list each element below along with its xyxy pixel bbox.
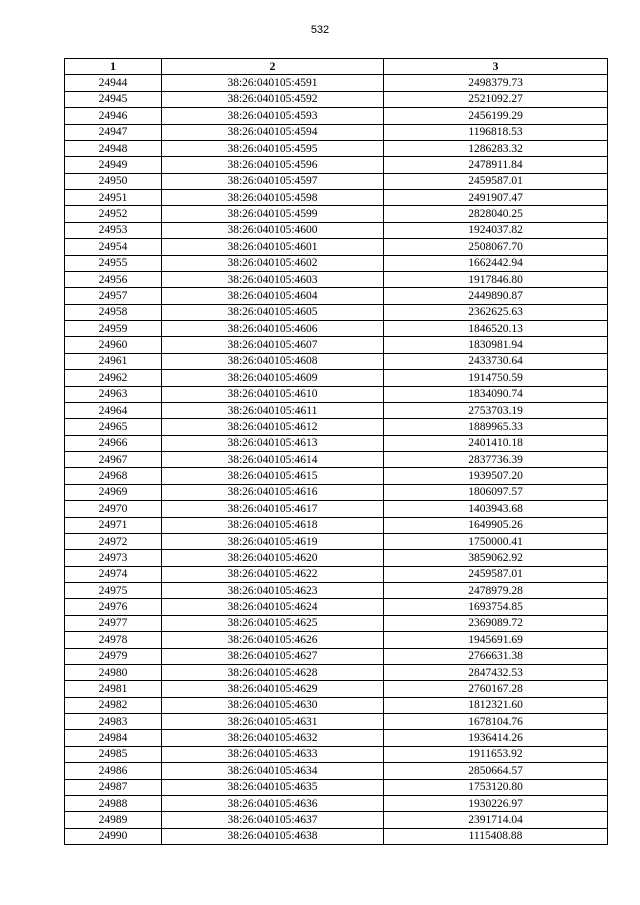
registry-table <box>64 58 608 845</box>
cadastral-number-cell: 38:26:040105:4605 <box>162 304 384 320</box>
value-cell: 2478979.28 <box>384 583 608 599</box>
table-row <box>65 206 608 222</box>
value-cell: 1936414.26 <box>384 730 608 746</box>
row-number-cell: 24972 <box>65 533 162 549</box>
cadastral-number-cell: 38:26:040105:4617 <box>162 501 384 517</box>
cadastral-number-cell: 38:26:040105:4614 <box>162 452 384 468</box>
value-cell: 2456199.29 <box>384 108 608 124</box>
value-cell: 2760167.28 <box>384 681 608 697</box>
table-row <box>65 615 608 631</box>
cadastral-number-cell: 38:26:040105:4599 <box>162 206 384 222</box>
table-row <box>65 795 608 811</box>
table-row <box>65 730 608 746</box>
row-number-cell: 24985 <box>65 746 162 762</box>
value-cell: 1924037.82 <box>384 222 608 238</box>
cadastral-number-cell: 38:26:040105:4628 <box>162 664 384 680</box>
table-row <box>65 271 608 287</box>
cadastral-number-cell: 38:26:040105:4610 <box>162 386 384 402</box>
value-cell: 1889965.33 <box>384 419 608 435</box>
row-number-cell: 24955 <box>65 255 162 271</box>
value-cell: 1286283.32 <box>384 140 608 156</box>
cadastral-number-cell: 38:26:040105:4600 <box>162 222 384 238</box>
table-header-row <box>65 59 608 75</box>
cadastral-number-cell: 38:26:040105:4609 <box>162 370 384 386</box>
table-row <box>65 714 608 730</box>
value-cell: 1678104.76 <box>384 714 608 730</box>
table-row <box>65 402 608 418</box>
row-number-cell: 24974 <box>65 566 162 582</box>
table-row <box>65 779 608 795</box>
table-row <box>65 190 608 206</box>
cadastral-number-cell: 38:26:040105:4591 <box>162 75 384 91</box>
row-number-cell: 24951 <box>65 190 162 206</box>
table-row <box>65 648 608 664</box>
table-row <box>65 108 608 124</box>
table-row <box>65 419 608 435</box>
value-cell: 2459587.01 <box>384 173 608 189</box>
value-cell: 1753120.80 <box>384 779 608 795</box>
cadastral-number-cell: 38:26:040105:4636 <box>162 795 384 811</box>
value-cell: 1812321.60 <box>384 697 608 713</box>
row-number-cell: 24966 <box>65 435 162 451</box>
row-number-cell: 24988 <box>65 795 162 811</box>
cadastral-number-cell: 38:26:040105:4598 <box>162 190 384 206</box>
row-number-cell: 24944 <box>65 75 162 91</box>
cadastral-number-cell: 38:26:040105:4594 <box>162 124 384 140</box>
value-cell: 2401410.18 <box>384 435 608 451</box>
row-number-cell: 24975 <box>65 583 162 599</box>
cadastral-number-cell: 38:26:040105:4634 <box>162 763 384 779</box>
cadastral-number-cell: 38:26:040105:4626 <box>162 632 384 648</box>
cadastral-number-cell: 38:26:040105:4611 <box>162 402 384 418</box>
table-row <box>65 91 608 107</box>
row-number-cell: 24960 <box>65 337 162 353</box>
row-number-cell: 24977 <box>65 615 162 631</box>
table-row <box>65 599 608 615</box>
cadastral-number-cell: 38:26:040105:4620 <box>162 550 384 566</box>
row-number-cell: 24969 <box>65 484 162 500</box>
value-cell: 1846520.13 <box>384 321 608 337</box>
table-row <box>65 157 608 173</box>
cadastral-number-cell: 38:26:040105:4606 <box>162 321 384 337</box>
cadastral-number-cell: 38:26:040105:4625 <box>162 615 384 631</box>
row-number-cell: 24980 <box>65 664 162 680</box>
table-row <box>65 75 608 91</box>
cadastral-number-cell: 38:26:040105:4612 <box>162 419 384 435</box>
table-row <box>65 664 608 680</box>
table-row <box>65 435 608 451</box>
value-cell: 1830981.94 <box>384 337 608 353</box>
row-number-cell: 24984 <box>65 730 162 746</box>
table-row <box>65 386 608 402</box>
value-cell: 2459587.01 <box>384 566 608 582</box>
row-number-cell: 24983 <box>65 714 162 730</box>
cadastral-number-cell: 38:26:040105:4593 <box>162 108 384 124</box>
table-row <box>65 239 608 255</box>
row-number-cell: 24970 <box>65 501 162 517</box>
cadastral-number-cell: 38:26:040105:4619 <box>162 533 384 549</box>
row-number-cell: 24962 <box>65 370 162 386</box>
cadastral-number-cell: 38:26:040105:4601 <box>162 239 384 255</box>
cadastral-number-cell: 38:26:040105:4613 <box>162 435 384 451</box>
value-cell: 1939507.20 <box>384 468 608 484</box>
row-number-cell: 24946 <box>65 108 162 124</box>
row-number-cell: 24964 <box>65 402 162 418</box>
row-number-cell: 24961 <box>65 353 162 369</box>
column-header-3: 3 <box>384 59 608 75</box>
cadastral-number-cell: 38:26:040105:4624 <box>162 599 384 615</box>
table-row <box>65 321 608 337</box>
cadastral-number-cell: 38:26:040105:4602 <box>162 255 384 271</box>
value-cell: 1115408.88 <box>384 828 608 844</box>
table-row <box>65 353 608 369</box>
value-cell: 2521092.27 <box>384 91 608 107</box>
value-cell: 2391714.04 <box>384 812 608 828</box>
value-cell: 2491907.47 <box>384 190 608 206</box>
table-body <box>65 75 608 845</box>
table-row <box>65 763 608 779</box>
value-cell: 2828040.25 <box>384 206 608 222</box>
value-cell: 1917846.80 <box>384 271 608 287</box>
cadastral-number-cell: 38:26:040105:4638 <box>162 828 384 844</box>
value-cell: 2850664.57 <box>384 763 608 779</box>
value-cell: 1834090.74 <box>384 386 608 402</box>
table-row <box>65 517 608 533</box>
value-cell: 1196818.53 <box>384 124 608 140</box>
table-row <box>65 812 608 828</box>
column-header-1: 1 <box>65 59 162 75</box>
row-number-cell: 24956 <box>65 271 162 287</box>
row-number-cell: 24989 <box>65 812 162 828</box>
cadastral-number-cell: 38:26:040105:4622 <box>162 566 384 582</box>
cadastral-number-cell: 38:26:040105:4603 <box>162 271 384 287</box>
value-cell: 3859062.92 <box>384 550 608 566</box>
cadastral-number-cell: 38:26:040105:4637 <box>162 812 384 828</box>
value-cell: 2433730.64 <box>384 353 608 369</box>
cadastral-number-cell: 38:26:040105:4632 <box>162 730 384 746</box>
table-row <box>65 222 608 238</box>
cadastral-number-cell: 38:26:040105:4604 <box>162 288 384 304</box>
row-number-cell: 24953 <box>65 222 162 238</box>
table-row <box>65 632 608 648</box>
table-row <box>65 697 608 713</box>
row-number-cell: 24965 <box>65 419 162 435</box>
page-number: 532 <box>310 24 330 36</box>
table-row <box>65 452 608 468</box>
cadastral-number-cell: 38:26:040105:4631 <box>162 714 384 730</box>
value-cell: 2498379.73 <box>384 75 608 91</box>
table-row <box>65 140 608 156</box>
table-row <box>65 255 608 271</box>
row-number-cell: 24978 <box>65 632 162 648</box>
value-cell: 1914750.59 <box>384 370 608 386</box>
cadastral-number-cell: 38:26:040105:4616 <box>162 484 384 500</box>
row-number-cell: 24958 <box>65 304 162 320</box>
row-number-cell: 24982 <box>65 697 162 713</box>
table-row <box>65 468 608 484</box>
value-cell: 2847432.53 <box>384 664 608 680</box>
row-number-cell: 24987 <box>65 779 162 795</box>
row-number-cell: 24979 <box>65 648 162 664</box>
row-number-cell: 24945 <box>65 91 162 107</box>
table-row <box>65 337 608 353</box>
table-row <box>65 550 608 566</box>
cadastral-number-cell: 38:26:040105:4618 <box>162 517 384 533</box>
value-cell: 1911653.92 <box>384 746 608 762</box>
value-cell: 2369089.72 <box>384 615 608 631</box>
row-number-cell: 24976 <box>65 599 162 615</box>
table-row <box>65 288 608 304</box>
table-row <box>65 566 608 582</box>
row-number-cell: 24948 <box>65 140 162 156</box>
row-number-cell: 24971 <box>65 517 162 533</box>
row-number-cell: 24957 <box>65 288 162 304</box>
cadastral-number-cell: 38:26:040105:4607 <box>162 337 384 353</box>
table-row <box>65 681 608 697</box>
value-cell: 1945691.69 <box>384 632 608 648</box>
table-row <box>65 484 608 500</box>
table-row <box>65 173 608 189</box>
row-number-cell: 24963 <box>65 386 162 402</box>
row-number-cell: 24968 <box>65 468 162 484</box>
row-number-cell: 24986 <box>65 763 162 779</box>
value-cell: 1693754.85 <box>384 599 608 615</box>
column-header-2: 2 <box>162 59 384 75</box>
table-row <box>65 583 608 599</box>
value-cell: 2766631.38 <box>384 648 608 664</box>
table-row <box>65 124 608 140</box>
cadastral-number-cell: 38:26:040105:4592 <box>162 91 384 107</box>
value-cell: 2449890.87 <box>384 288 608 304</box>
value-cell: 2753703.19 <box>384 402 608 418</box>
row-number-cell: 24950 <box>65 173 162 189</box>
value-cell: 2478911.84 <box>384 157 608 173</box>
table-row <box>65 746 608 762</box>
cadastral-number-cell: 38:26:040105:4630 <box>162 697 384 713</box>
row-number-cell: 24967 <box>65 452 162 468</box>
cadastral-number-cell: 38:26:040105:4595 <box>162 140 384 156</box>
row-number-cell: 24954 <box>65 239 162 255</box>
value-cell: 1930226.97 <box>384 795 608 811</box>
cadastral-number-cell: 38:26:040105:4596 <box>162 157 384 173</box>
value-cell: 2837736.39 <box>384 452 608 468</box>
table-row <box>65 828 608 844</box>
row-number-cell: 24973 <box>65 550 162 566</box>
value-cell: 2362625.63 <box>384 304 608 320</box>
value-cell: 1403943.68 <box>384 501 608 517</box>
row-number-cell: 24952 <box>65 206 162 222</box>
table-row <box>65 533 608 549</box>
row-number-cell: 24947 <box>65 124 162 140</box>
value-cell: 2508067.70 <box>384 239 608 255</box>
cadastral-number-cell: 38:26:040105:4623 <box>162 583 384 599</box>
cadastral-number-cell: 38:26:040105:4615 <box>162 468 384 484</box>
row-number-cell: 24990 <box>65 828 162 844</box>
cadastral-number-cell: 38:26:040105:4629 <box>162 681 384 697</box>
cadastral-number-cell: 38:26:040105:4627 <box>162 648 384 664</box>
cadastral-number-cell: 38:26:040105:4597 <box>162 173 384 189</box>
row-number-cell: 24981 <box>65 681 162 697</box>
cadastral-number-cell: 38:26:040105:4635 <box>162 779 384 795</box>
cadastral-number-cell: 38:26:040105:4633 <box>162 746 384 762</box>
value-cell: 1662442.94 <box>384 255 608 271</box>
value-cell: 1806097.57 <box>384 484 608 500</box>
row-number-cell: 24949 <box>65 157 162 173</box>
cadastral-number-cell: 38:26:040105:4608 <box>162 353 384 369</box>
table-row <box>65 501 608 517</box>
table-row <box>65 304 608 320</box>
value-cell: 1649905.26 <box>384 517 608 533</box>
value-cell: 1750000.41 <box>384 533 608 549</box>
row-number-cell: 24959 <box>65 321 162 337</box>
table-row <box>65 370 608 386</box>
